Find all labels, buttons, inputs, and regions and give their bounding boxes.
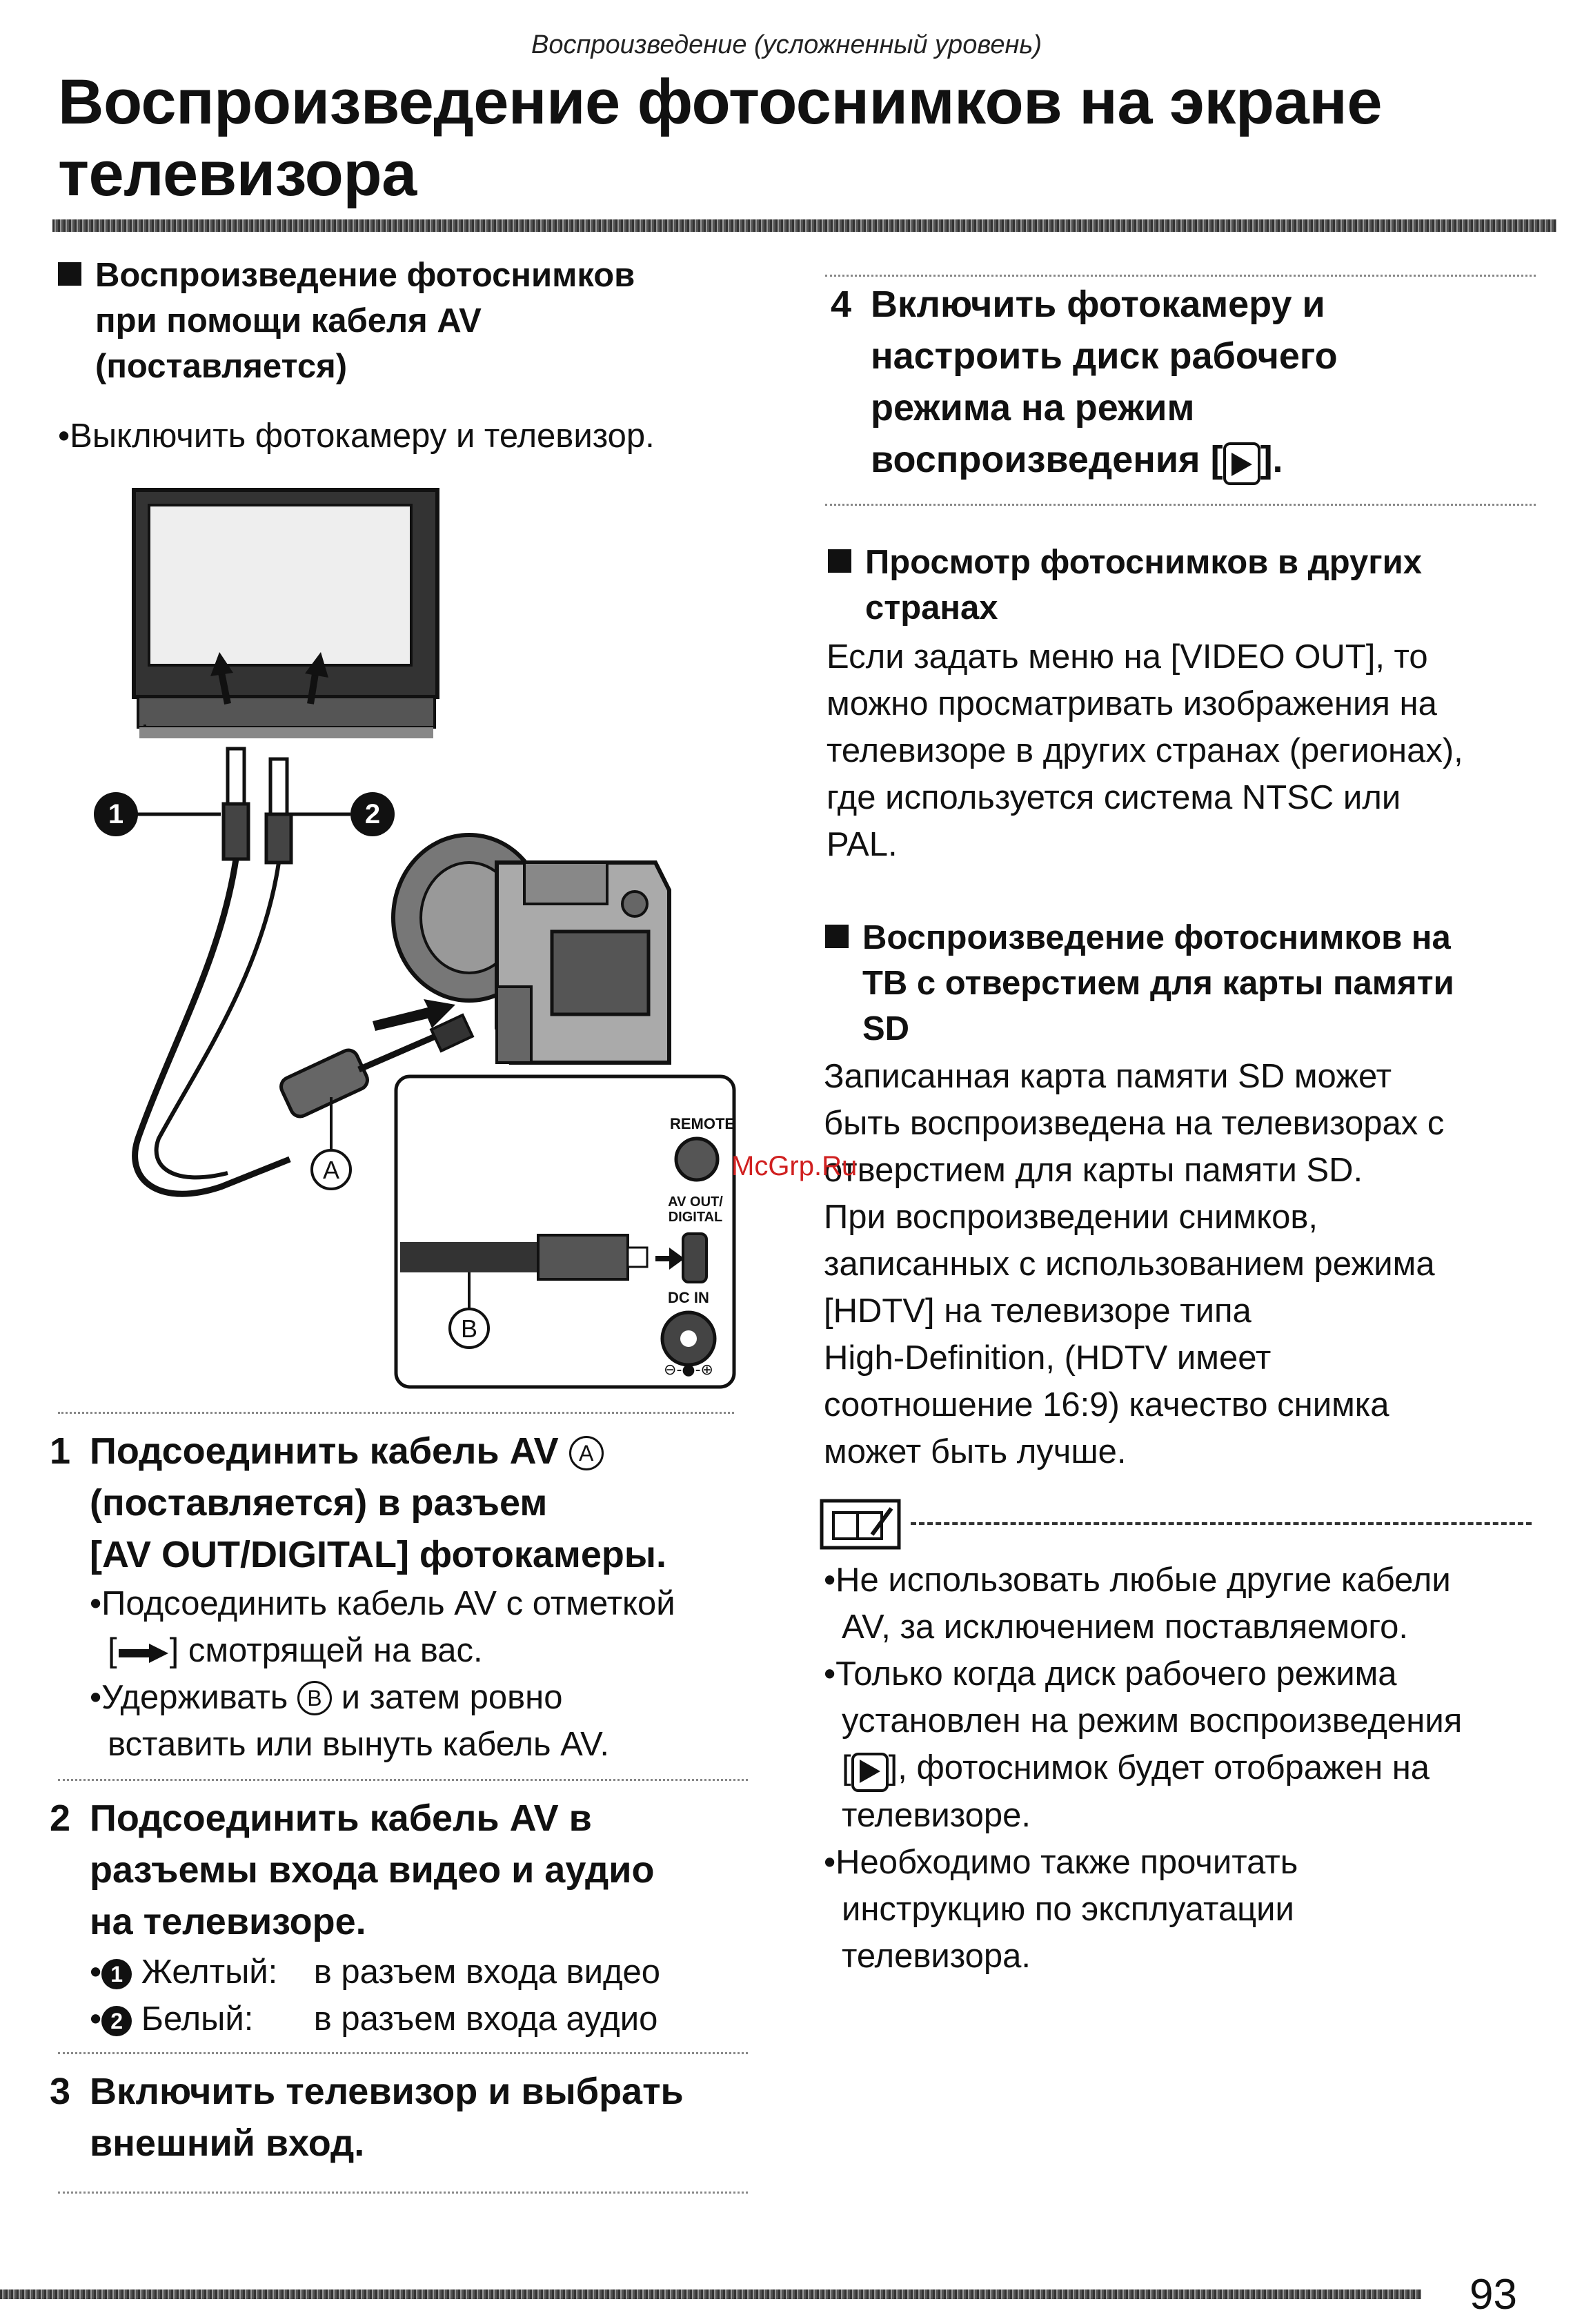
connection-diagram (83, 476, 745, 1394)
intro-bullet: •Выключить фотокамеру и телевизор. (58, 417, 655, 455)
sd-tv-text: Записанная карта памяти SD может быть воспроизведена на телевизорах с отверстием для карты памяти SD. При воспроизведении снимков, записанных с использованием режима [HDTV] на телевизоре типа High-Definition, (HDTV имеет соотношение 16:9) качество снимка может быть лучше. (824, 1058, 1445, 1470)
step-4-number: 4 (831, 284, 852, 325)
dotted-separator (58, 1779, 748, 1781)
title-divider (52, 219, 1556, 232)
step-3: 3 Включить телевизор и выбрать внешний вход. (90, 2066, 752, 2169)
page-title-line2: телевизора (58, 139, 417, 209)
dc-in-label: DC IN (668, 1289, 709, 1306)
square-bullet-icon (825, 925, 849, 948)
label-b-circle: B (297, 1681, 332, 1715)
notes-dashed-rule (911, 1522, 1532, 1525)
label-b: B (460, 1314, 478, 1343)
callout-2-number: 2 (364, 799, 381, 829)
step-1-bullets: •Подсоединить кабель AV с отметкой [ ] смотрящей на вас. •Удерживать B и затем ровно вставить или вынуть кабель AV. (90, 1585, 675, 1763)
step-1: 1 Подсоединить кабель AV A (поставляется) в разъем [AV OUT/DIGITAL] фотокамеры. (90, 1426, 752, 1581)
step-3-number: 3 (50, 2071, 71, 2112)
step-2-items: • 1 Желтый: в разъем входа видео • 2 Белый: в разъем входа аудио (90, 1953, 661, 2038)
page-number: 93 (1470, 2271, 1517, 2318)
connector-detail-inset (396, 1076, 735, 1387)
note-book-icon (820, 1499, 902, 1551)
step-2-number: 2 (50, 1798, 71, 1839)
playback-mode-icon (1223, 442, 1260, 485)
arrow-mark-icon (117, 1642, 170, 1664)
label-a: A (322, 1156, 340, 1184)
section-running-header: Воспроизведение (усложненный уровень) (531, 30, 1042, 59)
callout-1-badge: 1 (101, 1959, 132, 1989)
step-2: 2 Подсоединить кабель AV в разъемы входа видео и аудио на телевизоре. (90, 1793, 752, 1948)
other-countries-text: Если задать меню на [VIDEO OUT], то можно просматривать изображения на телевизоре в других странах (регионах), где используется система NTSC или PAL. (827, 638, 1463, 863)
page-title-line1: Воспроизведение фотоснимков на экране (58, 67, 1383, 137)
av-cable-section-heading: Воспроизведение фотоснимков при помощи кабеля AV (поставляется) (58, 253, 775, 389)
playback-mode-icon (851, 1753, 889, 1792)
dotted-separator (825, 275, 1536, 277)
step-4: 4 Включить фотокамеру и настроить диск рабочего режима на режим воспроизведения [ ]. (871, 279, 1533, 486)
footer-divider (0, 2289, 1421, 2299)
av-out-label-line1: AV OUT/ (668, 1194, 723, 1210)
dotted-separator (825, 504, 1536, 506)
label-a-circle: A (569, 1436, 604, 1470)
notes-list: •Не использовать любые другие кабели AV, за исключением поставляемого. •Только когда диск рабочего режима установлен на режим воспроизведения [ ], фотоснимок будет отображен на телевизоре. •Необходимо также прочитать инструкцию по эксплуатации телевизора. (824, 1562, 1463, 1975)
av-out-port-icon (683, 1234, 706, 1282)
callout-1-number: 1 (108, 799, 124, 829)
dotted-separator (58, 1412, 734, 1414)
cable-plug-body (400, 1242, 538, 1272)
square-bullet-icon (58, 262, 81, 286)
dotted-separator (58, 2052, 748, 2054)
dc-polarity-icon: ⊖-●-⊕ (664, 1361, 713, 1379)
other-countries-heading: Просмотр фотоснимков в других странах (828, 540, 1559, 631)
step-1-number: 1 (50, 1430, 71, 1472)
remote-jack-icon (676, 1139, 718, 1180)
square-bullet-icon (828, 549, 851, 573)
page-title (58, 66, 1507, 210)
dotted-separator (58, 2192, 748, 2194)
remote-label: REMOTE (669, 1115, 735, 1132)
callout-2-badge: 2 (101, 2006, 132, 2036)
av-out-label-line2: DIGITAL (668, 1210, 723, 1225)
watermark-text: McGrp.Ru (731, 1151, 858, 1181)
sd-tv-heading: Воспроизведение фотоснимков на ТВ с отверстием для карты памяти SD (825, 915, 1563, 1052)
tv-illustration (134, 490, 437, 738)
